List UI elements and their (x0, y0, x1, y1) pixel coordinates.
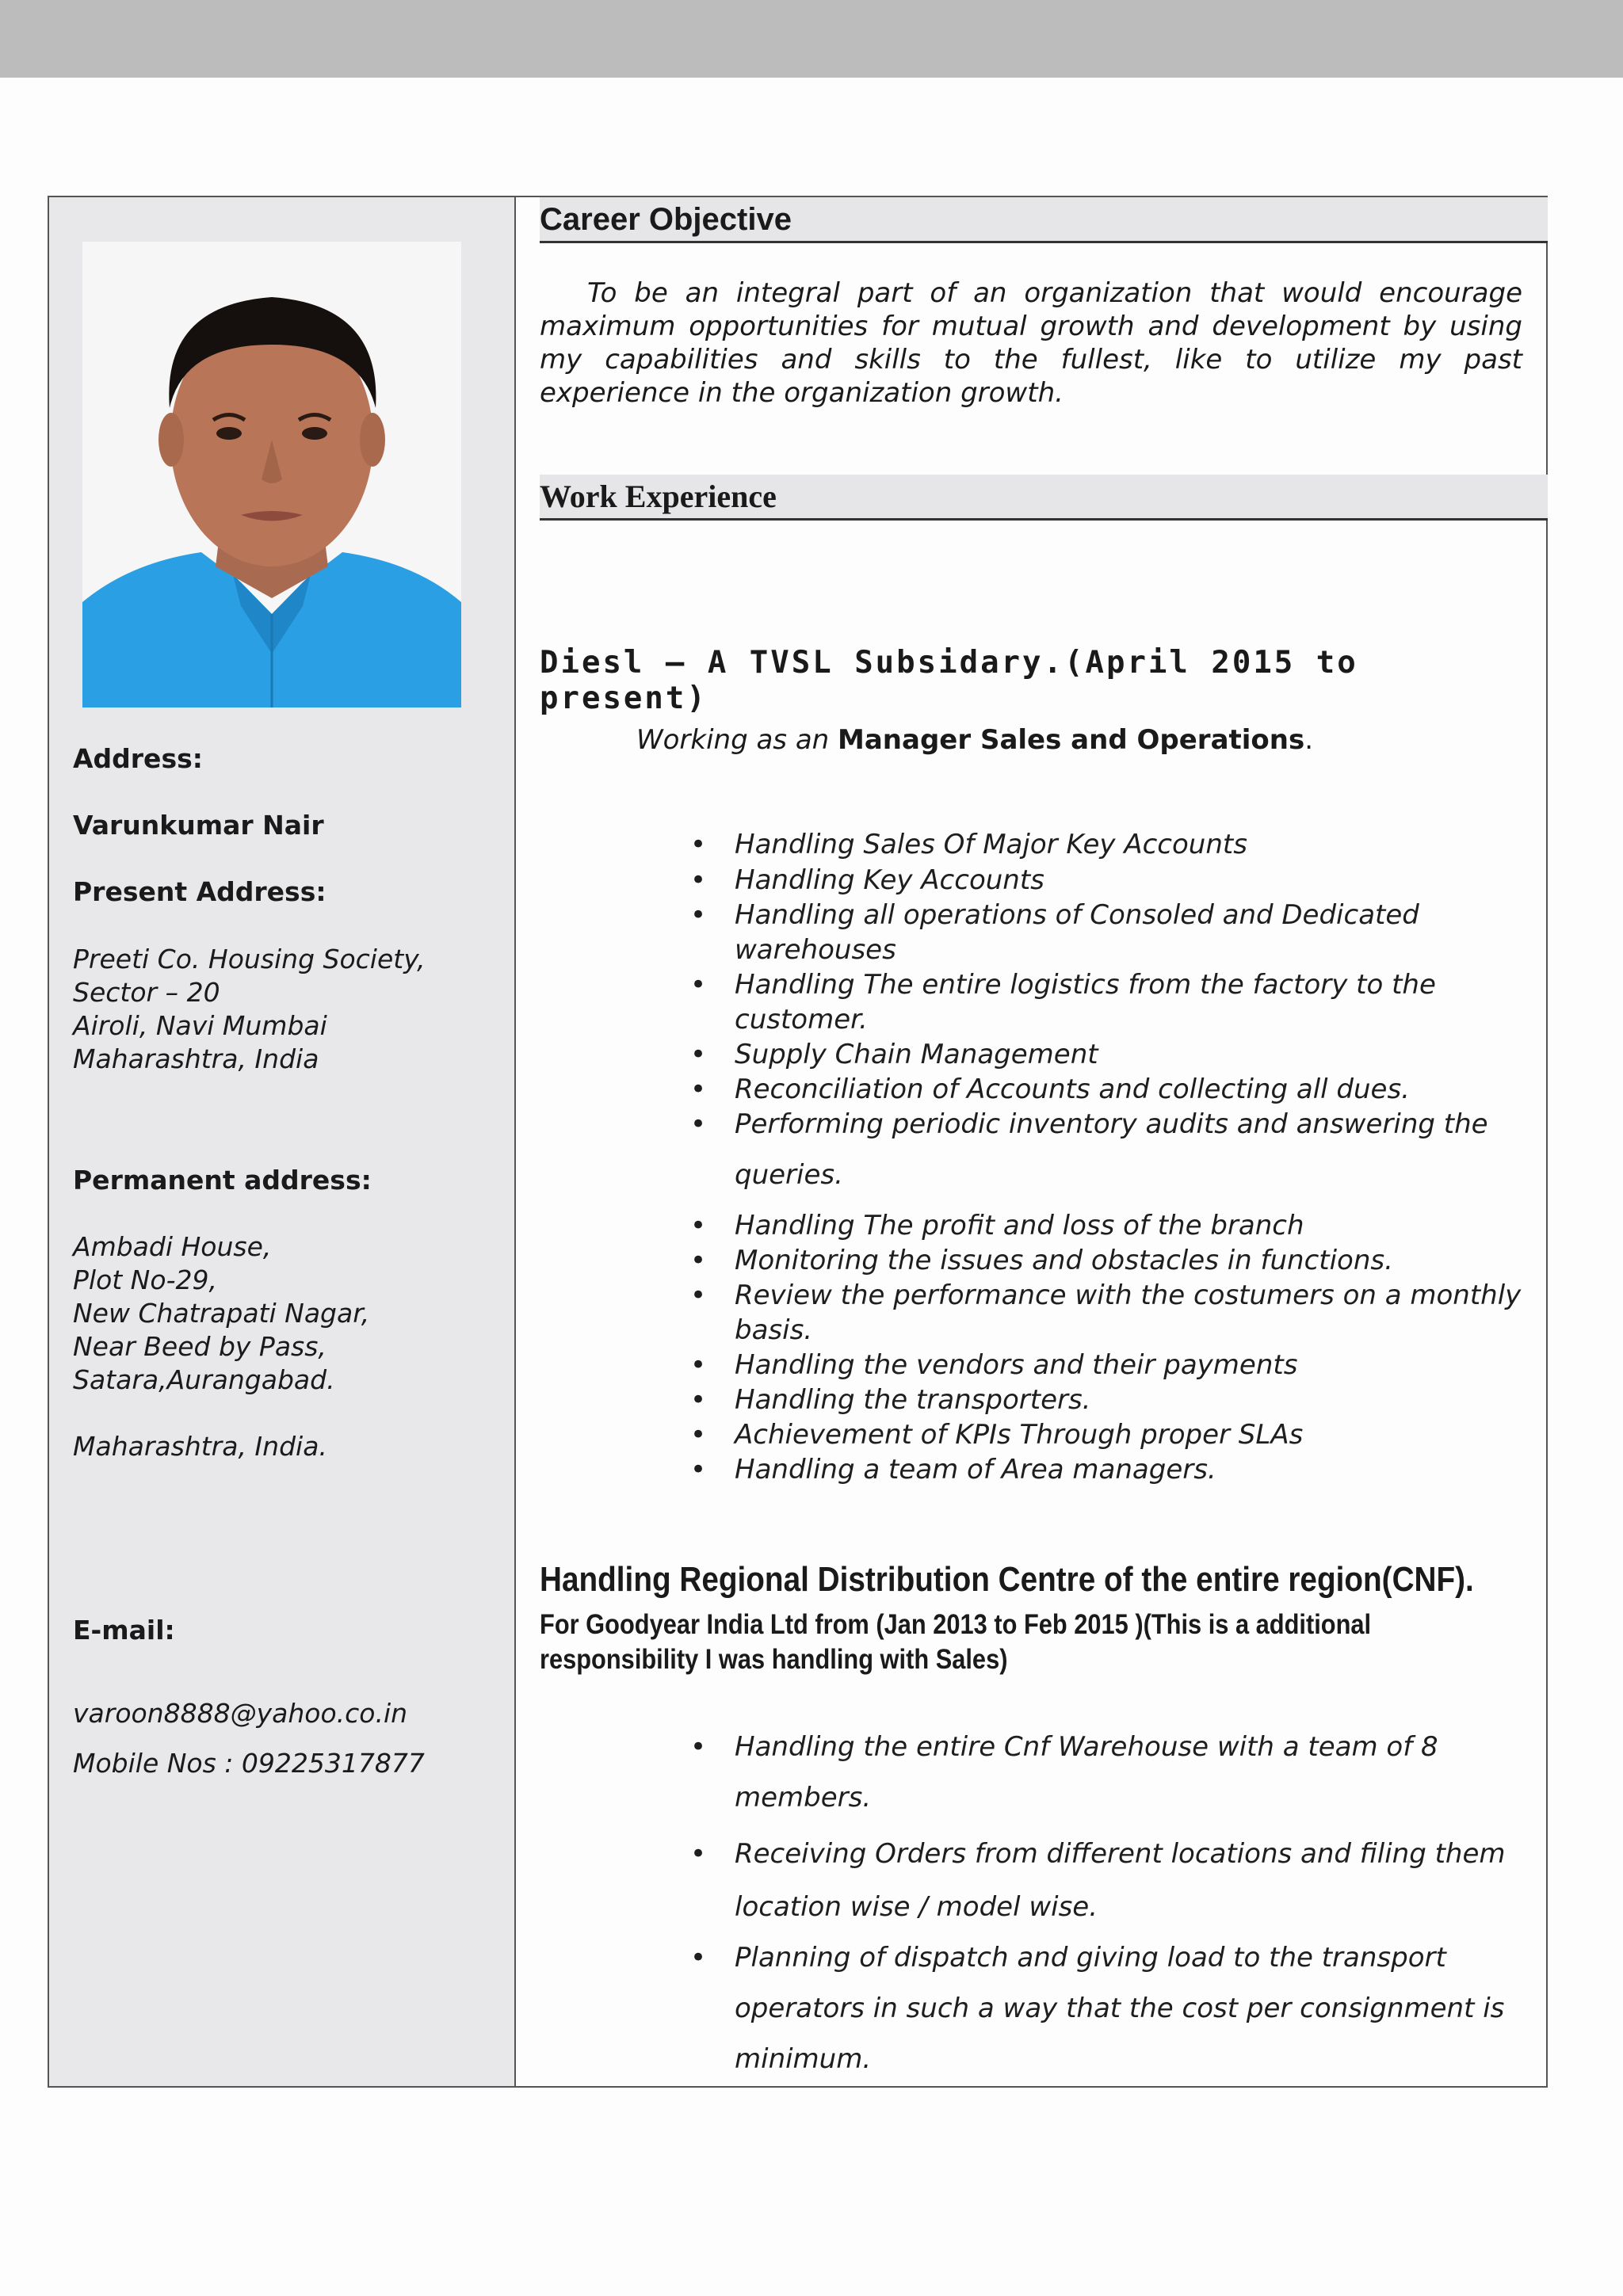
list-item-continuation: basis. (735, 1314, 813, 1346)
list-item: • Handling Sales Of Major Key Accounts (690, 829, 1247, 860)
permanent-address-line: Plot No-29, (73, 1264, 217, 1295)
list-item: • Receiving Orders from different locations and filing them (690, 1838, 1506, 1870)
top-gray-bar (0, 0, 1623, 78)
work-experience-heading: Work Experience (540, 479, 777, 514)
list-item-continuation: queries. (735, 1159, 843, 1191)
list-item: • Handling all operations of Consoled and Dedicated (690, 899, 1419, 931)
career-objective-header (540, 197, 1548, 243)
permanent-address-line: Near Beed by Pass, (73, 1331, 327, 1362)
cnf-title: Handling Regional Distribution Centre of the entire region(CNF). (540, 1560, 1474, 1599)
list-item-continuation: location wise / model wise. (735, 1891, 1098, 1923)
job-title-diesl: Diesl – A TVSL Subsidary.(April 2015 to present) (540, 645, 1358, 716)
list-item-continuation: operators in such a way that the cost per consignment is (735, 1993, 1505, 2024)
list-item: • Handling The entire logistics from the factory to the (690, 969, 1436, 1001)
list-item-continuation: members. (735, 1782, 872, 1814)
role-suffix: . (1304, 724, 1314, 756)
list-item-continuation: minimum. (735, 2043, 872, 2075)
role-title: Manager Sales and Operations (838, 724, 1305, 756)
profile-photo (82, 242, 461, 707)
list-item: • Handling Key Accounts (690, 864, 1044, 896)
work-experience-header (540, 475, 1548, 521)
list-item: • Handling the transporters. (690, 1384, 1091, 1416)
list-item: • Handling the entire Cnf Warehouse with a team of 8 (690, 1731, 1438, 1763)
list-item: • Supply Chain Management (690, 1039, 1098, 1070)
person-name: Varunkumar Nair (73, 810, 324, 841)
present-address-line: Sector – 20 (73, 977, 220, 1008)
permanent-address-line: Ambadi House, (73, 1231, 272, 1262)
list-item: • Achievement of KPIs Through proper SLAs (690, 1419, 1304, 1451)
sidebar (49, 197, 516, 2086)
role-prefix: Working as an (636, 724, 838, 756)
permanent-address-line: Satara,Aurangabad. (73, 1364, 335, 1395)
career-objective-text: To be an integral part of an organization that would encourage maximum opportunities for mutual growth and development by using my capabilities and skills to the fullest, like to utilize my past experience in the organization growth. (540, 277, 1522, 409)
list-item: • Planning of dispatch and giving load to the transport (690, 1942, 1446, 1974)
permanent-address-line: New Chatrapati Nagar, (73, 1298, 370, 1329)
career-objective-heading: Career Objective (540, 202, 792, 237)
email-label: E-mail: (73, 1615, 175, 1646)
present-address-label: Present Address: (73, 876, 327, 907)
list-item: • Review the performance with the costumers on a monthly (690, 1280, 1522, 1311)
address-label: Address: (73, 743, 203, 774)
list-item: • Performing periodic inventory audits and answering the (690, 1108, 1488, 1140)
list-item: • Handling a team of Area managers. (690, 1454, 1216, 1486)
list-item-continuation: warehouses (735, 934, 896, 966)
list-item: • Monitoring the issues and obstacles in functions. (690, 1245, 1393, 1276)
present-address-line: Airoli, Navi Mumbai (73, 1010, 327, 1041)
list-item-continuation: customer. (735, 1004, 868, 1035)
main-content (540, 197, 1546, 2086)
list-item: • Reconciliation of Accounts and collecting all dues. (690, 1074, 1410, 1105)
list-item: • Handling The profit and loss of the branch (690, 1210, 1304, 1241)
resume-frame (48, 196, 1548, 2088)
permanent-address-label: Permanent address: (73, 1165, 372, 1196)
email-address: varoon8888@yahoo.co.in (73, 1698, 408, 1729)
permanent-address-state: Maharashtra, India. (73, 1431, 327, 1462)
present-address-line: Maharashtra, India (73, 1043, 319, 1074)
list-item: • Handling the vendors and their payments (690, 1349, 1298, 1381)
role-line (636, 724, 1313, 756)
present-address-line: Preeti Co. Housing Society, (73, 944, 426, 974)
mobile-number: Mobile Nos : 09225317877 (73, 1748, 425, 1779)
cnf-subtitle: For Goodyear India Ltd from (Jan 2013 to Feb 2015 )(This is a additional responsibility I was handling with Sales) (540, 1609, 1372, 1675)
